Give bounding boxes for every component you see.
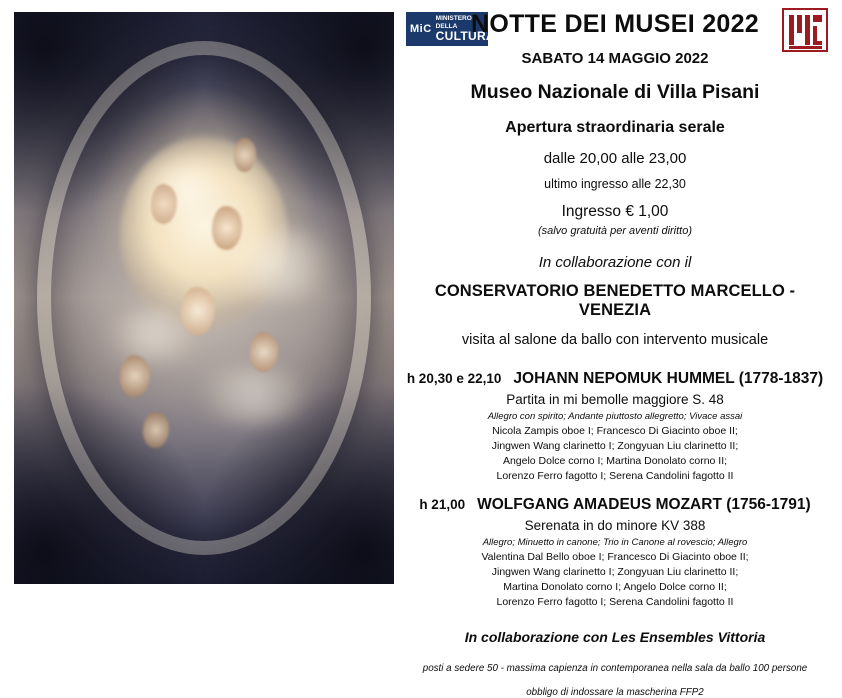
museum-name: Museo Nazionale di Villa Pisani bbox=[470, 81, 760, 103]
figure-shape bbox=[212, 206, 242, 250]
poster-content bbox=[400, 6, 830, 698]
event-date: SABATO 14 MAGGIO 2022 bbox=[521, 50, 709, 67]
opening-hours: dalle 20,00 alle 23,00 bbox=[543, 150, 687, 167]
program-item-performer: Jingwen Wang clarinetto I; Zongyuan Liu clarinetto II; bbox=[491, 440, 739, 452]
ministero-line-2: DELLA bbox=[435, 22, 458, 30]
program-item-performer: Valentina Dal Bello oboe I; Francesco Di Giacinto oboe II; bbox=[481, 551, 749, 563]
program-item-heading bbox=[400, 370, 830, 388]
figure-shape bbox=[234, 138, 256, 172]
cloud-shape bbox=[189, 367, 319, 423]
program-item-movements: Allegro; Minuetto in canone; Trio in Canone al rovescio; Allegro bbox=[482, 537, 748, 548]
program-item-time: h 20,30 e 22,10 bbox=[406, 371, 502, 386]
opening-subtitle: Apertura straordinaria serale bbox=[505, 119, 725, 136]
ticket-price-note: (salvo gratuità per aventi diritto) bbox=[537, 225, 693, 237]
ministero-line-3: CULTURA bbox=[435, 29, 495, 44]
seating-note: posti a sedere 50 - massima capienza in contemporanea nella sala da ballo 100 persone bbox=[422, 663, 808, 674]
program-item-composer: WOLFGANG AMADEUS MOZART (1756-1791) bbox=[477, 496, 811, 513]
program-item-performer: Lorenzo Ferro fagotto I; Serena Candolini fagotto II bbox=[496, 596, 734, 608]
program-item-movements: Allegro con spirito; Andante piuttosto allegretto; Vivace assai bbox=[487, 411, 743, 422]
last-entry: ultimo ingresso alle 22,30 bbox=[544, 177, 686, 191]
cloud-shape bbox=[128, 161, 248, 221]
program-item-performer: Jingwen Wang clarinetto I; Zongyuan Liu clarinetto II; bbox=[491, 566, 739, 578]
program-item-performer: Nicola Zampis oboe I; Francesco Di Giacinto oboe II; bbox=[492, 425, 738, 437]
figure-shape bbox=[120, 355, 150, 397]
figure-shape bbox=[250, 332, 278, 372]
program-item-heading bbox=[400, 496, 830, 514]
mask-note: obbligo di indossare la mascherina FFP2 bbox=[526, 687, 704, 698]
program-item bbox=[400, 496, 830, 608]
program-item-time: h 21,00 bbox=[419, 497, 466, 512]
ensembles-credit: In collaborazione con Les Ensembles Vittoria bbox=[464, 629, 766, 645]
program-item-work: Serenata in do minore KV 388 bbox=[524, 518, 706, 533]
program-item bbox=[400, 370, 830, 482]
mic-abbreviation: MiC bbox=[410, 22, 432, 35]
program-item-composer: JOHANN NEPOMUK HUMMEL (1778-1837) bbox=[513, 370, 824, 387]
cloud-shape bbox=[204, 229, 344, 299]
sky-opening bbox=[120, 138, 287, 332]
collaboration-intro: In collaborazione con il bbox=[538, 254, 692, 271]
figure-shape bbox=[151, 184, 177, 224]
program-list bbox=[400, 370, 830, 608]
figure-shape bbox=[143, 412, 169, 448]
ministero-line-1: MINISTERO bbox=[435, 15, 472, 23]
fresco-image bbox=[14, 12, 394, 584]
collaboration-partner: CONSERVATORIO BENEDETTO MARCELLO - VENEZIA bbox=[434, 282, 796, 319]
program-item-performer: Lorenzo Ferro fagotto I; Serena Candolini fagotto II bbox=[496, 470, 734, 482]
cloud-shape bbox=[98, 309, 208, 361]
program-item-work: Partita in mi bemolle maggiore S. 48 bbox=[506, 392, 724, 407]
ticket-price: Ingresso € 1,00 bbox=[561, 203, 669, 220]
program-item-performer: Martina Donolato corno I; Angelo Dolce corno II; bbox=[503, 581, 727, 593]
page-title: NOTTE DEI MUSEI 2022 bbox=[470, 10, 760, 38]
fresco-photo bbox=[14, 12, 394, 584]
program-item-performer: Angelo Dolce corno I; Martina Donolato corno II; bbox=[502, 455, 728, 467]
collaboration-description: visita al salone da ballo con intervento musicale bbox=[461, 332, 769, 348]
figure-shape bbox=[181, 287, 215, 335]
